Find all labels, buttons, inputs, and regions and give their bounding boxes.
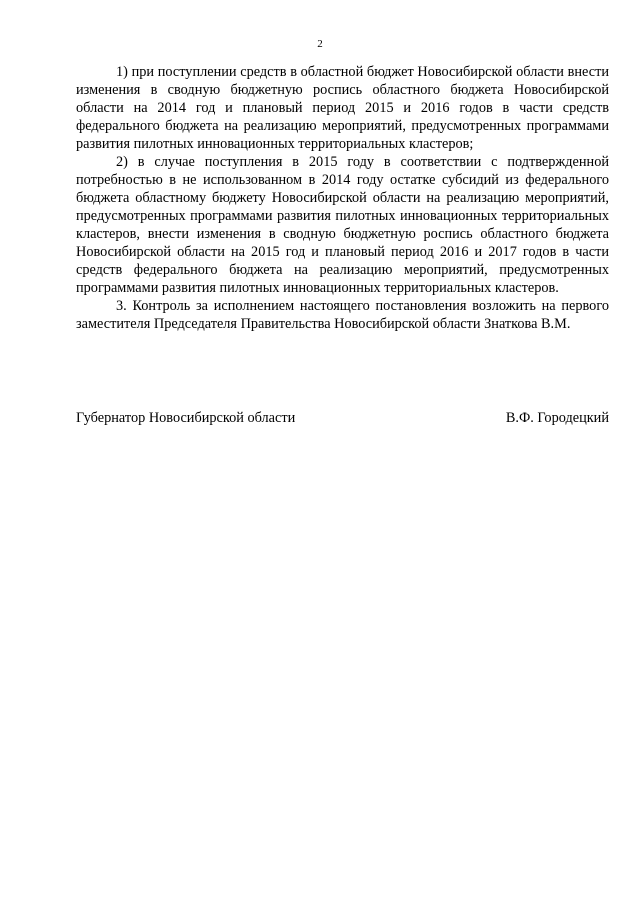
signatory-position: Губернатор Новосибирской области (76, 410, 296, 426)
paragraph-point-3: 3. Контроль за исполнением настоящего постановления возложить на первого заместителя Председателя Правительства Новосибирской области Знаткова В.М. (76, 298, 609, 332)
paragraph-item-1: 1) при поступлении средств в областной бюджет Новосибирской области внести изменения в сводную бюджетную роспись областного бюджета Новосибирской области на 2014 год и плановый период 2015 и 2016 годов в части средств федерального бюджета на реализацию мероприятий, предусмотренных программами развития пилотных инновационных территориальных кластеров; (76, 64, 609, 152)
document-body (76, 63, 609, 333)
page-number: 2 (317, 38, 323, 50)
signature-block (76, 409, 609, 427)
paragraph-item-2: 2) в случае поступления в 2015 году в соответствии с подтвержденной потребностью в не использованном в 2014 году остатке субсидий из федерального бюджета областному бюджету Новосибирской области на реализацию мероприятий, предусмотренных программами развития пилотных инновационных территориальных кластеров, внести изменения в сводную бюджетную роспись областного бюджета Новосибирской области на 2015 год и плановый период 2016 и 2017 годов в части средств федерального бюджета на реализацию мероприятий, предусмотренных программами развития пилотных инновационных территориальных кластеров. (76, 154, 609, 296)
signatory-name: В.Ф. Городецкий (505, 410, 609, 426)
